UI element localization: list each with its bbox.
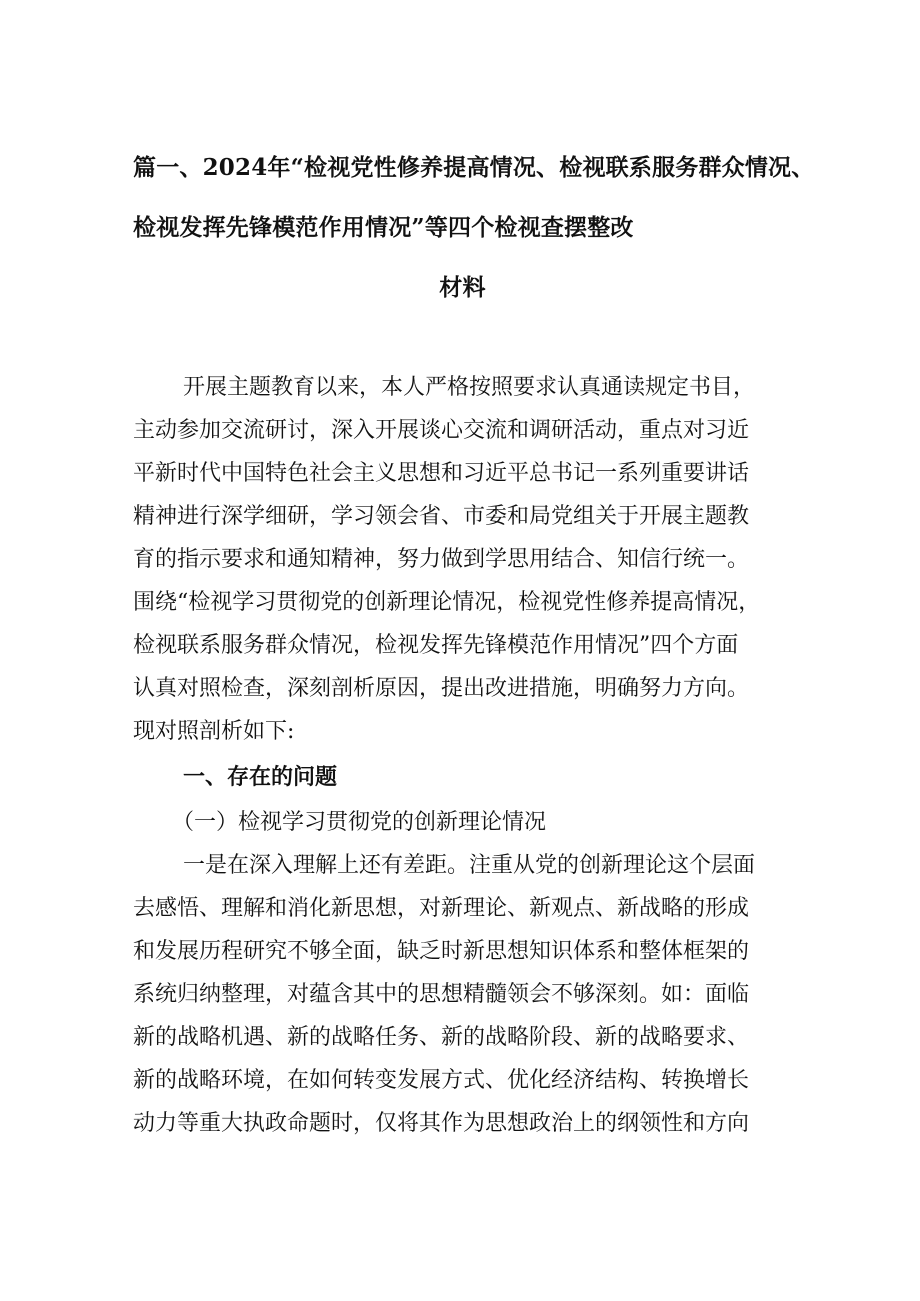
intro-paragraph-line: 围绕“检视学习贯彻党的创新理论情况，检视党性修养提高情况， [133, 590, 761, 615]
intro-paragraph-line: 平新时代中国特色社会主义思想和习近平总书记一系列重要讲话 [133, 461, 750, 486]
point-paragraph-line: 一是在深入理解上还有差距。注重从党的创新理论这个层面 [183, 853, 756, 878]
document-title-line-1: 篇一、2024年“检视党性修养提高情况、检视联系服务群众情况、 [133, 154, 815, 181]
section-heading: 一、存在的问题 [183, 765, 338, 790]
document-title-line-2: 检视发挥先锋模范作用情况”等四个检视查摆整改 [133, 214, 634, 241]
subsection-heading: （一）检视学习贯彻党的创新理论情况 [172, 810, 547, 835]
intro-paragraph-line: 精神进行深学细研，学习领会省、市委和局党组关于开展主题教 [133, 504, 750, 529]
intro-paragraph-line: 检视联系服务群众情况，检视发挥先锋模范作用情况”四个方面 [133, 633, 739, 658]
intro-paragraph-line: 现对照剖析如下: [133, 719, 295, 744]
intro-paragraph-line: 主动参加交流研讨，深入开展谈心交流和调研活动，重点对习近 [133, 418, 750, 443]
intro-paragraph-line: 育的指示要求和通知精神，努力做到学思用结合、知信行统一。 [133, 547, 750, 572]
point-paragraph-line: 系统归纳整理，对蕴含其中的思想精髓领会不够深刻。如：面临 [133, 982, 750, 1007]
point-paragraph-line: 动力等重大执政命题时，仅将其作为思想政治上的纲领性和方向 [133, 1111, 750, 1136]
document-title-line-3: 材料 [439, 274, 486, 301]
point-paragraph-line: 新的战略机遇、新的战略任务、新的战略阶段、新的战略要求、 [133, 1025, 750, 1050]
point-paragraph-line: 去感悟、理解和消化新思想，对新理论、新观点、新战略的形成 [133, 896, 750, 921]
point-paragraph-line: 新的战略环境，在如何转变发展方式、优化经济结构、转换增长 [133, 1068, 750, 1093]
intro-paragraph-line: 认真对照检查，深刻剖析原因，提出改进措施，明确努力方向。 [133, 676, 750, 701]
intro-paragraph-line: 开展主题教育以来，本人严格按照要求认真通读规定书目， [183, 375, 756, 400]
point-paragraph-line: 和发展历程研究不够全面，缺乏时新思想知识体系和整体框架的 [133, 939, 750, 964]
